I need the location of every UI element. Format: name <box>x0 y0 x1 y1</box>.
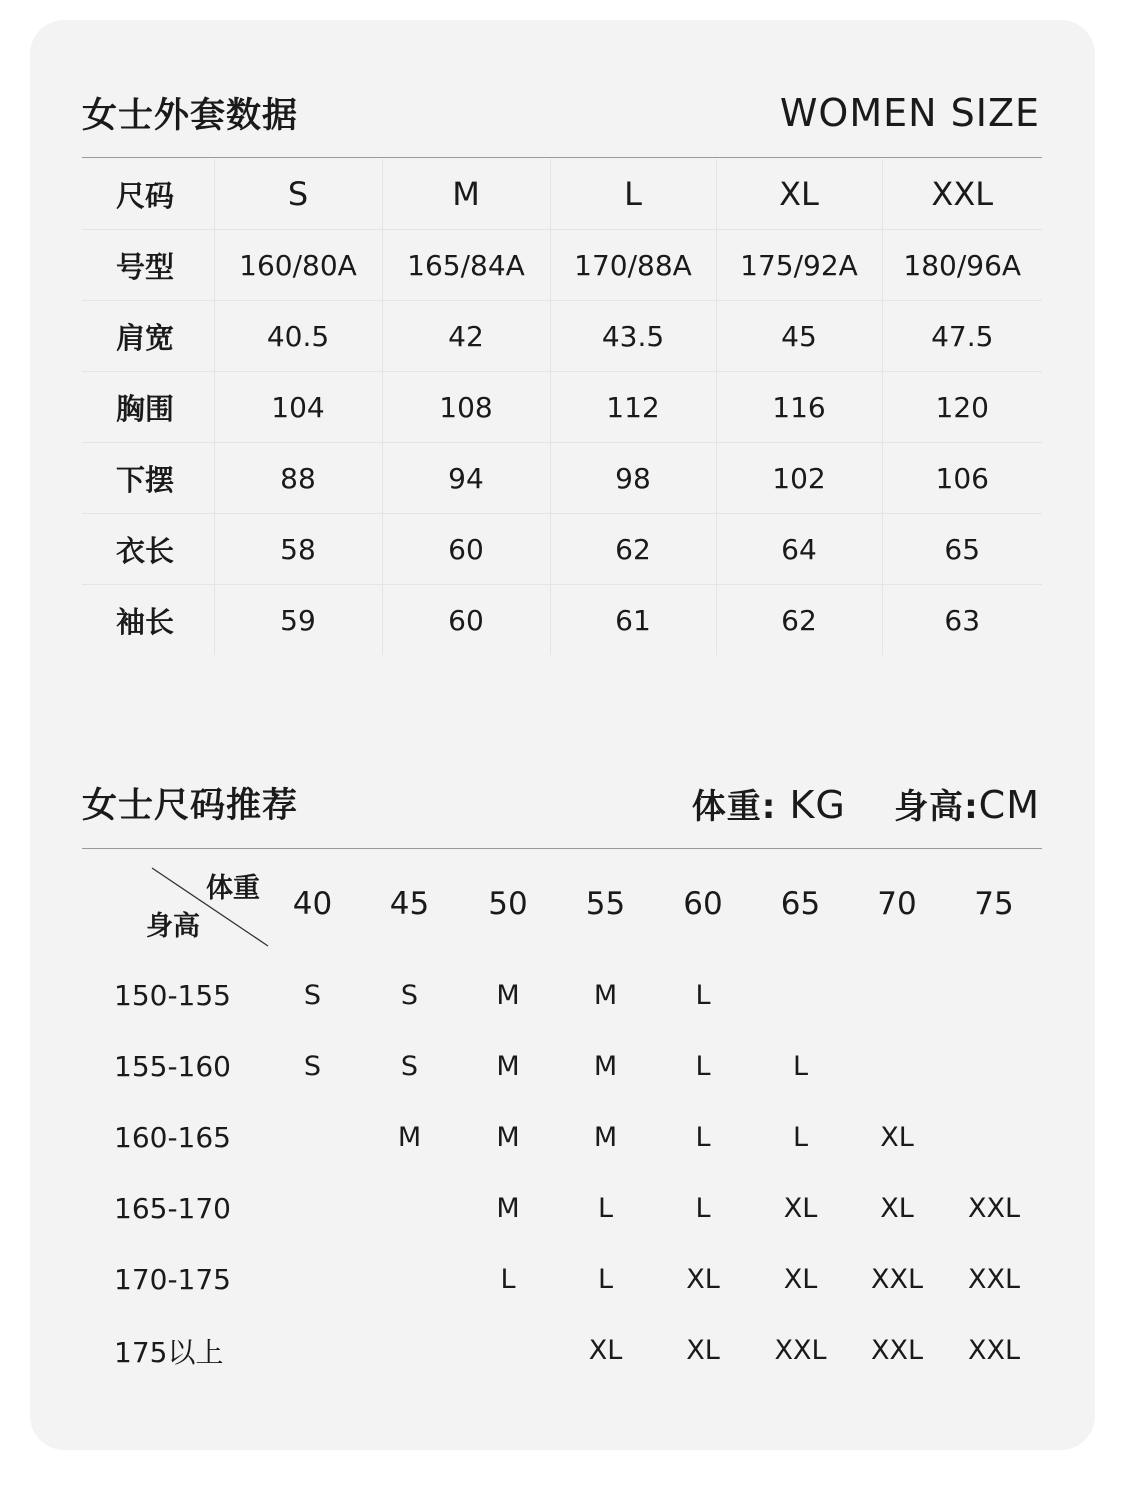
recommended-size-cell: L <box>792 1122 809 1153</box>
size-header-cell: XXL <box>882 159 1042 230</box>
recommend-table-row <box>82 1173 1042 1244</box>
recommended-size-cell: M <box>496 980 520 1011</box>
recommended-size-cell <box>264 1244 361 1315</box>
weight-header-cell: 50 <box>488 886 528 922</box>
size-value-cell: 65 <box>882 514 1042 585</box>
size-value-cell: 61 <box>550 585 716 656</box>
recommended-size-cell: XL <box>880 1193 914 1224</box>
height-unit: CM <box>978 782 1040 827</box>
size-chart-card <box>30 20 1095 1450</box>
size-row-label: 袖长 <box>116 604 175 639</box>
size-value-cell: 43.5 <box>550 301 716 372</box>
corner-diagonal-header <box>114 848 264 960</box>
recommended-size-cell <box>848 1031 946 1102</box>
recommended-size-cell: XL <box>686 1335 720 1366</box>
recommended-size-cell: M <box>397 1122 422 1153</box>
size-row-label: 肩宽 <box>82 301 214 372</box>
weight-label: 体重 <box>691 786 762 827</box>
size-row-label: 胸围 <box>82 372 214 443</box>
recommended-size-cell: L <box>597 1264 614 1295</box>
size-value-cell: 175/92A <box>716 230 882 301</box>
size-table-row <box>82 301 1042 372</box>
weight-header-cell: 45 <box>389 886 430 922</box>
recommended-size-cell <box>848 960 946 1031</box>
size-table-row <box>82 372 1042 443</box>
size-value-cell: 60 <box>382 585 550 656</box>
size-value-cell: 170/88A <box>550 230 716 301</box>
size-section-divider <box>82 157 1042 158</box>
recommended-size-cell: S <box>303 1051 322 1082</box>
recommended-size-cell: L <box>695 1051 711 1082</box>
size-value-cell: 160/80A <box>214 230 382 301</box>
recommended-size-cell: M <box>496 1122 520 1153</box>
recommend-table <box>82 848 1042 1386</box>
recommended-size-cell <box>264 1173 361 1244</box>
size-value-cell: 45 <box>716 301 882 372</box>
size-row-label: 衣长 <box>82 514 214 585</box>
recommended-size-cell: XXL <box>870 1264 924 1295</box>
size-table-row <box>82 443 1042 514</box>
size-table-row <box>82 585 1042 656</box>
recommended-size-cell <box>946 1031 1042 1102</box>
height-range-cell: 160-165 <box>114 1121 231 1154</box>
weight-unit: KG <box>789 782 846 827</box>
size-row-label: 号型 <box>82 230 214 301</box>
size-value-cell: 64 <box>716 514 882 585</box>
size-header-cell: XL <box>716 159 882 230</box>
size-section-header <box>82 88 1040 138</box>
size-value-cell: 102 <box>716 443 882 514</box>
size-table-row <box>82 514 1042 585</box>
recommended-size-cell: M <box>593 1122 618 1153</box>
recommended-size-cell <box>458 1315 558 1386</box>
height-range-cell: 165-170 <box>114 1192 231 1225</box>
recommended-size-cell <box>264 1102 361 1173</box>
recommended-size-cell: XXL <box>967 1264 1021 1295</box>
size-value-cell: 104 <box>214 372 382 443</box>
recommended-size-cell <box>361 1244 458 1315</box>
size-value-cell: 62 <box>550 514 716 585</box>
size-header-cell: S <box>214 159 382 230</box>
recommended-size-cell: XL <box>880 1122 914 1153</box>
weight-header-cell: 70 <box>877 886 917 922</box>
size-value-cell: 180/96A <box>882 230 1042 301</box>
size-header-cell: L <box>550 159 716 230</box>
units-legend: 体重: KG 身高:CM <box>691 782 1040 827</box>
size-value-cell: 42 <box>382 301 550 372</box>
recommended-size-cell: XXL <box>967 1335 1021 1366</box>
recommended-size-cell <box>946 960 1042 1031</box>
recommended-size-cell: L <box>500 1264 516 1295</box>
size-row-label: 下摆 <box>82 443 214 514</box>
recommended-size-cell: XL <box>686 1264 720 1295</box>
recommended-size-cell: L <box>695 980 711 1011</box>
recommended-size-cell: L <box>695 1193 711 1224</box>
weight-header-cell: 65 <box>780 886 821 922</box>
height-range-cell: 170-175 <box>114 1263 231 1296</box>
size-section-title-en: WOMEN SIZE <box>779 91 1040 135</box>
size-value-cell: 63 <box>882 585 1042 656</box>
size-table-row <box>82 230 1042 301</box>
recommend-header-row <box>82 848 1042 960</box>
size-value-cell: 40.5 <box>214 301 382 372</box>
size-value-cell: 94 <box>382 443 550 514</box>
size-value-cell: 112 <box>550 372 716 443</box>
recommend-section-header <box>82 778 1040 828</box>
recommend-table-row <box>82 1031 1042 1102</box>
recommended-size-cell <box>946 1102 1042 1173</box>
recommend-table-row <box>82 960 1042 1031</box>
size-value-cell: 108 <box>382 372 550 443</box>
recommended-size-cell <box>361 1315 458 1386</box>
recommend-section-title: 女士尺码推荐 <box>82 786 299 826</box>
size-value-cell: 59 <box>214 585 382 656</box>
recommend-table-row <box>82 1244 1042 1315</box>
size-value-cell: 47.5 <box>882 301 1042 372</box>
size-header-label: 尺码 <box>82 159 214 230</box>
height-label: 身高 <box>894 786 965 827</box>
corner-height-label: 身高 <box>146 911 200 942</box>
weight-header-cell: 75 <box>974 886 1014 922</box>
size-header-cell: M <box>382 159 550 230</box>
size-value-cell: 58 <box>214 514 382 585</box>
recommend-table-row <box>82 1102 1042 1173</box>
recommended-size-cell: M <box>593 1051 618 1082</box>
size-header-row <box>82 159 1042 230</box>
size-section-title: 女士外套数据 <box>82 96 299 136</box>
recommended-size-cell: M <box>496 1193 520 1224</box>
recommended-size-cell: S <box>400 980 419 1011</box>
recommended-size-cell: XXL <box>967 1193 1021 1224</box>
recommended-size-cell: S <box>400 1051 419 1082</box>
weight-header-cell: 40 <box>292 886 333 922</box>
recommended-size-cell: XXL <box>870 1335 924 1366</box>
size-value-cell: 106 <box>882 443 1042 514</box>
weight-header-cell: 55 <box>585 886 626 922</box>
corner-header-cell <box>82 848 264 960</box>
recommended-size-cell: XL <box>783 1193 818 1224</box>
recommend-table-row <box>82 1315 1042 1386</box>
size-table <box>82 159 1042 655</box>
recommended-size-cell: M <box>593 980 618 1011</box>
recommended-size-cell: S <box>303 980 322 1011</box>
size-value-cell: 116 <box>716 372 882 443</box>
recommended-size-cell: L <box>597 1193 614 1224</box>
size-value-cell: 88 <box>214 443 382 514</box>
size-value-cell: 60 <box>382 514 550 585</box>
recommended-size-cell <box>361 1173 458 1244</box>
size-value-cell: 62 <box>716 585 882 656</box>
recommended-size-cell: XXL <box>774 1335 827 1366</box>
size-value-cell: 98 <box>550 443 716 514</box>
recommended-size-cell <box>264 1315 361 1386</box>
weight-header-cell: 60 <box>683 886 723 922</box>
height-range-cell: 150-155 <box>114 979 231 1012</box>
recommended-size-cell: XL <box>783 1264 818 1295</box>
corner-weight-label: 体重 <box>206 873 260 904</box>
size-value-cell: 165/84A <box>382 230 550 301</box>
recommended-size-cell <box>753 960 848 1031</box>
recommended-size-cell: L <box>695 1122 711 1153</box>
recommended-size-cell: M <box>496 1051 520 1082</box>
recommended-size-cell: L <box>792 1051 809 1082</box>
height-range-cell: 175以上 <box>114 1335 224 1369</box>
recommended-size-cell: XL <box>588 1335 623 1366</box>
size-value-cell: 120 <box>882 372 1042 443</box>
height-range-cell: 155-160 <box>114 1050 231 1083</box>
